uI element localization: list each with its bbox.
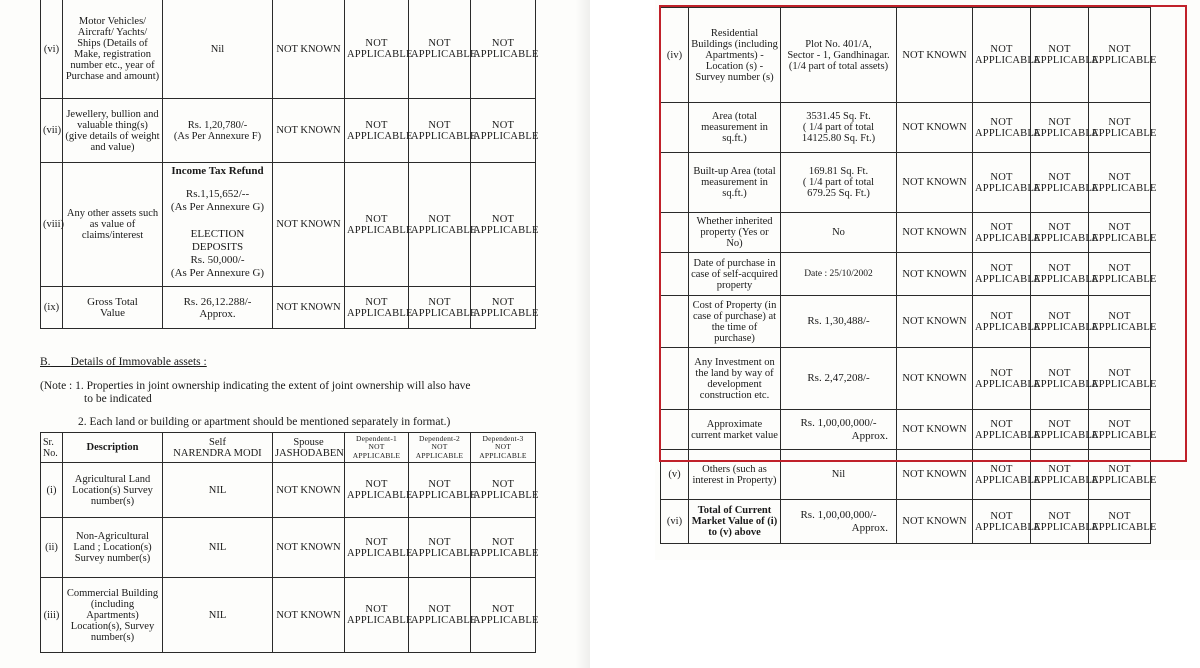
dependent2-value: NOT APPLICABLE: [409, 463, 471, 518]
dependent1-value: NOT APPLICABLE: [345, 463, 409, 518]
dependent2-value: NOT APPLICABLE: [1031, 500, 1089, 544]
row-number: [661, 213, 689, 253]
table-row: [41, 287, 536, 329]
row-description: Built-up Area (total measurement in sq.ft.): [689, 153, 781, 213]
self-value: Plot No. 401/A, Sector - 1, Gandhinagar. (1/4 part of total assets): [781, 8, 897, 103]
spouse-value: NOT KNOWN: [897, 450, 973, 500]
table-header-row: [41, 433, 536, 463]
dependent3-value: NOT APPLICABLE: [1089, 348, 1151, 410]
spouse-value: NOT KNOWN: [897, 103, 973, 153]
dependent3-value: NOT APPLICABLE: [1089, 296, 1151, 348]
row-number: (i): [41, 463, 63, 518]
spouse-value: NOT KNOWN: [897, 253, 973, 296]
dependent2-value: NOT APPLICABLE: [1031, 410, 1089, 450]
row-number: (iv): [661, 8, 689, 103]
table-row: [41, 518, 536, 578]
dependent3-value: NOT APPLICABLE: [1089, 253, 1151, 296]
dependent1-value: NOT APPLICABLE: [345, 0, 409, 99]
table-row: [661, 296, 1151, 348]
dependent1-value: NOT APPLICABLE: [973, 213, 1031, 253]
dependent2-value: NOT APPLICABLE: [409, 99, 471, 163]
row-description: Jewellery, bullion and valuable thing(s) (give details of weight and value): [63, 99, 163, 163]
row-number: [661, 296, 689, 348]
spouse-value: NOT KNOWN: [273, 0, 345, 99]
row-number: (v): [661, 450, 689, 500]
row-number: (vi): [41, 0, 63, 99]
row-number: [661, 410, 689, 450]
self-value: NIL: [163, 518, 273, 578]
dependent3-value: NOT APPLICABLE: [1089, 153, 1151, 213]
row-number: (iii): [41, 578, 63, 653]
row-description: Non-Agricultural Land ; Location(s) Survey number(s): [63, 518, 163, 578]
self-value: Rs. 1,20,780/- (As Per Annexure F): [163, 99, 273, 163]
row-number: [661, 103, 689, 153]
dependent1-value: NOT APPLICABLE: [973, 8, 1031, 103]
spouse-value: NOT KNOWN: [273, 99, 345, 163]
dependent1-value: NOT APPLICABLE: [973, 153, 1031, 213]
dependent3-value: NOT APPLICABLE: [471, 0, 536, 99]
row-number: [661, 153, 689, 213]
section-b-note-2: 2. Each land or building or apartment should be mentioned separately in format.): [78, 416, 451, 428]
row-number: (ix): [41, 287, 63, 329]
table-row: [661, 348, 1151, 410]
immovable-assets-table: [40, 432, 539, 653]
dependent2-value: NOT APPLICABLE: [409, 0, 471, 99]
spouse-value: NOT KNOWN: [273, 463, 345, 518]
dependent1-value: NOT APPLICABLE: [973, 348, 1031, 410]
dependent3-value: NOT APPLICABLE: [471, 518, 536, 578]
dependent1-value: NOT APPLICABLE: [345, 518, 409, 578]
dependent3-value: NOT APPLICABLE: [471, 463, 536, 518]
right-document-page: [655, 0, 1200, 560]
row-description: Commercial Building (including Apartments) Location(s), Survey number(s): [63, 578, 163, 653]
self-value: Nil: [781, 450, 897, 500]
table-row: [661, 153, 1151, 213]
row-description: Whether inherited property (Yes or No): [689, 213, 781, 253]
dependent3-value: NOT APPLICABLE: [471, 578, 536, 653]
spouse-value: NOT KNOWN: [897, 500, 973, 544]
table-row: [661, 410, 1151, 450]
dependent2-value: NOT APPLICABLE: [409, 163, 471, 287]
spouse-value: NOT KNOWN: [897, 410, 973, 450]
dependent1-value: NOT APPLICABLE: [973, 450, 1031, 500]
row-description: Any Investment on the land by way of development construction etc.: [689, 348, 781, 410]
row-description: Approximate current market value: [689, 410, 781, 450]
row-description: Area (total measurement in sq.ft.): [689, 103, 781, 153]
section-b-note: (Note : 1. Properties in joint ownership indicating the extent of joint ownership will also have to be indicated: [40, 380, 471, 405]
dependent1-value: NOT APPLICABLE: [973, 253, 1031, 296]
table-row: [661, 103, 1151, 153]
dependent1-value: NOT APPLICABLE: [345, 578, 409, 653]
dependent2-value: NOT APPLICABLE: [409, 578, 471, 653]
row-description: Others (such as interest in Property): [689, 450, 781, 500]
section-b-heading: B. Details of Immovable assets :: [40, 356, 207, 368]
dependent3-value: NOT APPLICABLE: [1089, 8, 1151, 103]
movable-assets-table: [40, 0, 539, 329]
header-description: Description: [63, 433, 163, 463]
dependent1-value: NOT APPLICABLE: [345, 99, 409, 163]
header-dependent-1: Dependent-1 NOT APPLICABLE: [345, 433, 409, 463]
dependent2-value: NOT APPLICABLE: [409, 518, 471, 578]
row-description: Residential Buildings (including Apartments) - Location (s) - Survey number (s): [689, 8, 781, 103]
header-dependent-3: Dependent-3 NOT APPLICABLE: [471, 433, 536, 463]
self-value: NIL: [163, 463, 273, 518]
spouse-value: NOT KNOWN: [273, 163, 345, 287]
self-value: Rs. 1,00,00,000/- Approx.: [781, 410, 897, 450]
self-value: 169.81 Sq. Ft. ( 1/4 part of total 679.25 Sq. Ft.): [781, 153, 897, 213]
dependent2-value: NOT APPLICABLE: [1031, 450, 1089, 500]
dependent1-value: NOT APPLICABLE: [973, 296, 1031, 348]
row-number: (ii): [41, 518, 63, 578]
dependent1-value: NOT APPLICABLE: [345, 287, 409, 329]
row-number: [661, 348, 689, 410]
self-value: Rs. 2,47,208/-: [781, 348, 897, 410]
self-value: NIL: [163, 578, 273, 653]
table-row: [41, 578, 536, 653]
dependent2-value: NOT APPLICABLE: [1031, 213, 1089, 253]
table-row: [41, 0, 536, 99]
self-value: Rs. 1,00,00,000/- Approx.: [781, 500, 897, 544]
page-gutter: [590, 0, 655, 668]
table-row: [661, 500, 1151, 544]
spouse-value: NOT KNOWN: [273, 518, 345, 578]
header-dependent-2: Dependent-2 NOT APPLICABLE: [409, 433, 471, 463]
header-self: Self NARENDRA MODI: [163, 433, 273, 463]
self-value: Income Tax Refund Rs.1,15,652/-- (As Per Annexure G) ELECTION DEPOSITS Rs. 50,000/- (As Per Annexure G): [163, 163, 273, 287]
self-value: 3531.45 Sq. Ft. ( 1/4 part of total 14125.80 Sq. Ft.): [781, 103, 897, 153]
row-description: Total of Current Market Value of (i) to (v) above: [689, 500, 781, 544]
spouse-value: NOT KNOWN: [897, 213, 973, 253]
spouse-value: NOT KNOWN: [897, 296, 973, 348]
dependent2-value: NOT APPLICABLE: [1031, 253, 1089, 296]
table-row: [661, 450, 1151, 500]
self-value: Rs. 1,30,488/-: [781, 296, 897, 348]
dependent3-value: NOT APPLICABLE: [471, 99, 536, 163]
dependent2-value: NOT APPLICABLE: [1031, 153, 1089, 213]
row-description: Gross Total Value: [63, 287, 163, 329]
self-value: No: [781, 213, 897, 253]
table-row: [661, 253, 1151, 296]
header-sr-no: Sr. No.: [41, 433, 63, 463]
row-description: Date of purchase in case of self-acquired property: [689, 253, 781, 296]
dependent3-value: NOT APPLICABLE: [1089, 103, 1151, 153]
dependent2-value: NOT APPLICABLE: [1031, 348, 1089, 410]
spouse-value: NOT KNOWN: [273, 578, 345, 653]
spouse-value: NOT KNOWN: [897, 8, 973, 103]
dependent2-value: NOT APPLICABLE: [1031, 103, 1089, 153]
row-description: Agricultural Land Location(s) Survey number(s): [63, 463, 163, 518]
dependent1-value: NOT APPLICABLE: [973, 103, 1031, 153]
table-row: [661, 8, 1151, 103]
self-value: Date : 25/10/2002: [781, 253, 897, 296]
self-value: Nil: [163, 0, 273, 99]
dependent3-value: NOT APPLICABLE: [1089, 500, 1151, 544]
table-row: [661, 213, 1151, 253]
table-row: [41, 163, 536, 287]
dependent3-value: NOT APPLICABLE: [471, 163, 536, 287]
dependent2-value: NOT APPLICABLE: [1031, 296, 1089, 348]
spouse-value: NOT KNOWN: [897, 348, 973, 410]
dependent1-value: NOT APPLICABLE: [973, 410, 1031, 450]
dependent1-value: NOT APPLICABLE: [973, 500, 1031, 544]
dependent3-value: NOT APPLICABLE: [1089, 410, 1151, 450]
table-row: [41, 99, 536, 163]
dependent2-value: NOT APPLICABLE: [409, 287, 471, 329]
row-number: [661, 253, 689, 296]
residential-buildings-table: [660, 7, 1157, 544]
self-value: Rs. 26,12.288/- Approx.: [163, 287, 273, 329]
dependent2-value: NOT APPLICABLE: [1031, 8, 1089, 103]
row-description: Motor Vehicles/ Aircraft/ Yachts/ Ships (Details of Make, registration number etc., year of Purchase and amount): [63, 0, 163, 99]
spouse-value: NOT KNOWN: [273, 287, 345, 329]
page-crease: [575, 0, 590, 668]
header-spouse: Spouse JASHODABEN: [273, 433, 345, 463]
row-number: (vi): [661, 500, 689, 544]
dependent3-value: NOT APPLICABLE: [1089, 450, 1151, 500]
table-row: [41, 463, 536, 518]
dependent3-value: NOT APPLICABLE: [471, 287, 536, 329]
row-number: (viii): [41, 163, 63, 287]
spouse-value: NOT KNOWN: [897, 153, 973, 213]
row-description: Any other assets such as value of claims/interest: [63, 163, 163, 287]
dependent3-value: NOT APPLICABLE: [1089, 213, 1151, 253]
dependent1-value: NOT APPLICABLE: [345, 163, 409, 287]
row-description: Cost of Property (in case of purchase) at the time of purchase): [689, 296, 781, 348]
left-document-page: [0, 0, 590, 668]
row-number: (vii): [41, 99, 63, 163]
